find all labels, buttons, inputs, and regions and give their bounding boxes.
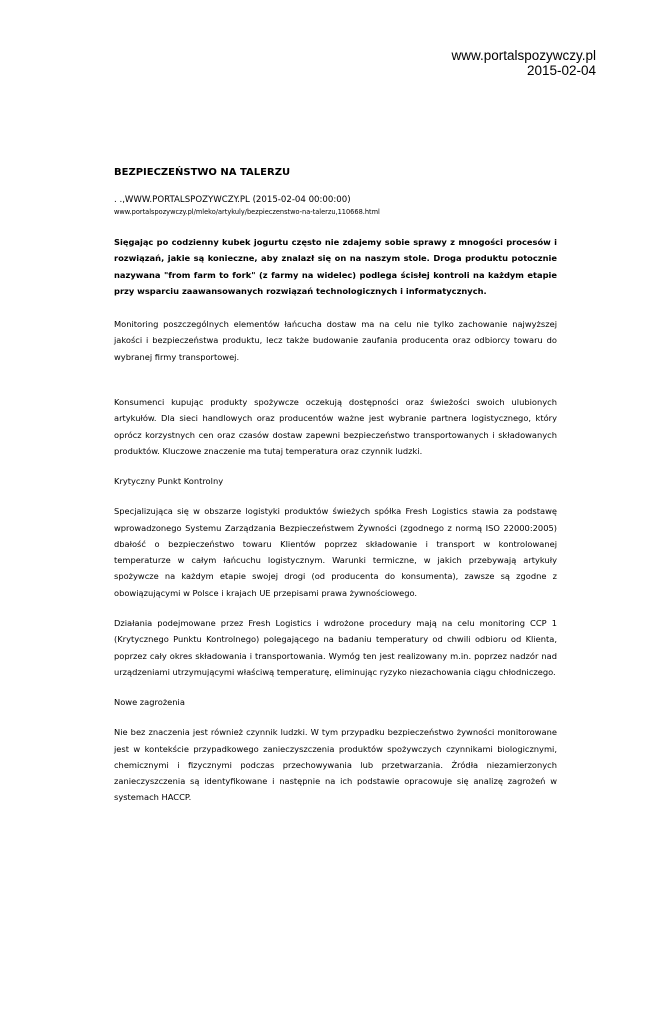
paragraph-4: Działania podejmowane przez Fresh Logistics i wdrożone procedury mają na celu monitoring CCP 1 (Krytycznego Punktu Kontrolnego) polegającego na badaniu temperatury od chwili odbioru od Klienta, poprzez cały okres składowania i transportowania. Wymóg ten jest realizowany m.in. poprzez nadzór nad urządzeniami utrzymującymi właściwą temperaturę, eliminując ryzyko niezachowania ciągu chłodniczego.: [114, 618, 557, 677]
article-url: www.portalspozywczy.pl/mleko/artykuly/bezpieczenstwo-na-talerzu,110668.html: [114, 208, 380, 216]
subheading-new-threats: Nowe zagrożenia: [114, 697, 185, 708]
article-title: BEZPIECZEŃSTWO NA TALERZU: [114, 167, 291, 178]
header-site: www.portalspozywczy.pl: [451, 48, 596, 63]
article: [114, 166, 557, 806]
page-header: [451, 48, 596, 78]
subheading-critical-control-point: Krytyczny Punkt Kontrolny: [114, 476, 224, 487]
article-lead: Sięgając po codzienny kubek jogurtu często nie zdajemy sobie sprawy z mnogości procesów i rozwiązań, jakie są konieczne, aby znalazł się on na naszym stole. Droga produktu potocznie nazywana "from farm to fork" (z farmy na widelec) podlega ścisłej kontroli na każdym etapie przy wsparciu zaawansowanych rozwiązań technologicznych i informatycznych.: [114, 237, 557, 296]
paragraph-1: Monitoring poszczególnych elementów łańcucha dostaw ma na celu nie tylko zachowanie najwyższej jakości i bezpieczeństwa produktu, lecz także budowanie zaufania producenta oraz odbiorcy towaru do wybranej firmy transportowej.: [114, 319, 557, 362]
header-date: 2015-02-04: [526, 63, 596, 78]
article-source: . .,WWW.PORTALSPOZYWCZY.PL (2015-02-04 00:00:00): [114, 195, 351, 205]
paragraph-3: Specjalizująca się w obszarze logistyki produktów świeżych spółka Fresh Logistics stawia za podstawę wprowadzonego Systemu Zarządzania Bezpieczeństwem Żywności (zgodnego z normą ISO 22000:2005) dbałość o bezpieczeństwo towaru Klientów poprzez składowanie i transport w kontrolowanej temperaturze w całym łańcuchu logistycznym. Warunki termiczne, w jakich przebywają artykuły spożywcze na każdym etapie swojej drogi (od producenta do konsumenta), zawsze są zgodne z obowiązującymi w Polsce i krajach UE przepisami prawa żywnościowego.: [114, 506, 557, 598]
paragraph-2: Konsumenci kupując produkty spożywcze oczekują dostępności oraz świeżości swoich ulubionych artykułów. Dla sieci handlowych oraz producentów ważne jest wybranie partnera logistycznego, który oprócz korzystnych cen oraz czasów dostaw zapewni bezpieczeństwo transportowanych i składowanych produktów. Kluczowe znaczenie ma tutaj temperatura oraz czynnik ludzki.: [114, 397, 557, 456]
paragraph-5: Nie bez znaczenia jest również czynnik ludzki. W tym przypadku bezpieczeństwo żywności monitorowane jest w kontekście przypadkowego zanieczyszczenia produktów spożywczych czynnikami biologicznymi, chemicznymi i fizycznymi podczas przechowywania lub przetwarzania. Źródła niezamierzonych zanieczyszczenia są identyfikowane i następnie na ich podstawie opracowuje się analizę zagrożeń w systemach HACCP.: [114, 727, 557, 803]
